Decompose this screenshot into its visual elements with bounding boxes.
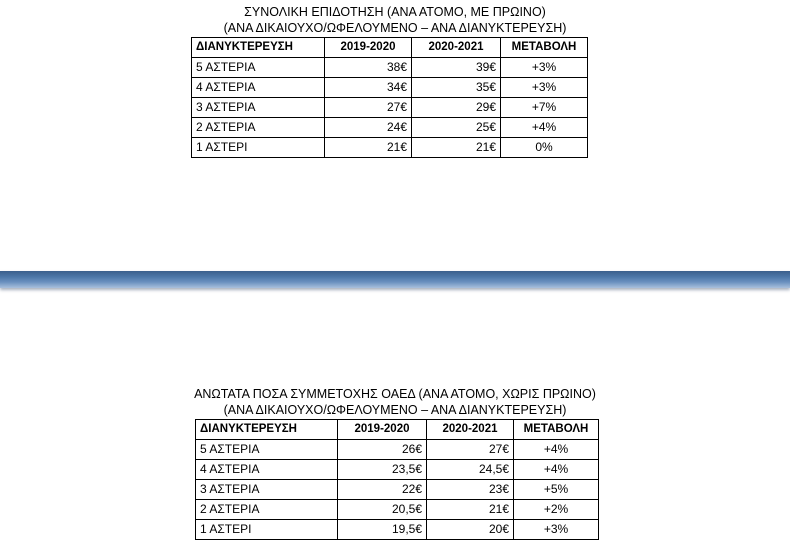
row-label: 5 ΑΣΤΕΡΙΑ <box>196 440 338 460</box>
value-2019-2020: 24€ <box>325 118 412 138</box>
table-header-row <box>196 420 599 440</box>
table-row <box>192 118 588 138</box>
subsidy-table-section <box>0 4 790 158</box>
section-divider-bar <box>0 271 790 288</box>
table-row <box>196 520 599 540</box>
oaed-contribution-table <box>195 419 599 540</box>
table-row <box>192 78 588 98</box>
value-change: +4% <box>514 460 599 480</box>
row-label: 2 ΑΣΤΕΡΙΑ <box>196 500 338 520</box>
value-change: +3% <box>501 78 588 98</box>
table-subtitle: (ΑΝΑ ΔΙΚΑΙΟΥΧΟ/ΩΦΕΛΟΥΜΕΝΟ – ΑΝΑ ΔΙΑΝΥΚΤΕΡΕΥΣΗ) <box>223 403 567 417</box>
table-row <box>196 500 599 520</box>
row-label: 1 ΑΣΤΕΡΙ <box>196 520 338 540</box>
value-change: +5% <box>514 480 599 500</box>
row-label: 4 ΑΣΤΕΡΙΑ <box>196 460 338 480</box>
value-2019-2020: 19,5€ <box>338 520 427 540</box>
value-2020-2021: 23€ <box>427 480 514 500</box>
table-header-row <box>192 38 588 58</box>
value-2019-2020: 34€ <box>325 78 412 98</box>
table-row <box>196 440 599 460</box>
column-header-2020-2021: 2020-2021 <box>412 38 501 58</box>
value-2019-2020: 27€ <box>325 98 412 118</box>
value-2020-2021: 29€ <box>412 98 501 118</box>
value-2019-2020: 26€ <box>338 440 427 460</box>
value-change: +7% <box>501 98 588 118</box>
column-header-change: ΜΕΤΑΒΟΛΗ <box>501 38 588 58</box>
oaed-table-section <box>0 386 790 540</box>
row-label: 2 ΑΣΤΕΡΙΑ <box>192 118 325 138</box>
column-header-overnight: ΔΙΑΝΥΚΤΕΡΕΥΣΗ <box>192 38 325 58</box>
value-2020-2021: 25€ <box>412 118 501 138</box>
row-label: 3 ΑΣΤΕΡΙΑ <box>196 480 338 500</box>
value-2019-2020: 20,5€ <box>338 500 427 520</box>
value-2020-2021: 39€ <box>412 58 501 78</box>
table-title: ΣΥΝΟΛΙΚΗ ΕΠΙΔΟΤΗΣΗ (ΑΝΑ ΑΤΟΜΟ, ΜΕ ΠΡΩΙΝΟ) <box>244 5 546 19</box>
table-row <box>196 480 599 500</box>
value-change: +4% <box>514 440 599 460</box>
value-2019-2020: 21€ <box>325 138 412 158</box>
value-change: +3% <box>514 520 599 540</box>
row-label: 4 ΑΣΤΕΡΙΑ <box>192 78 325 98</box>
column-header-2019-2020: 2019-2020 <box>325 38 412 58</box>
row-label: 1 ΑΣΤΕΡΙ <box>192 138 325 158</box>
column-header-change: ΜΕΤΑΒΟΛΗ <box>514 420 599 440</box>
value-2020-2021: 35€ <box>412 78 501 98</box>
column-header-2020-2021: 2020-2021 <box>427 420 514 440</box>
table-row <box>192 58 588 78</box>
value-2020-2021: 24,5€ <box>427 460 514 480</box>
table-row <box>192 138 588 158</box>
value-change: +3% <box>501 58 588 78</box>
value-2019-2020: 23,5€ <box>338 460 427 480</box>
value-2019-2020: 38€ <box>325 58 412 78</box>
table-title: ΑΝΩΤΑΤΑ ΠΟΣΑ ΣΥΜΜΕΤΟΧΗΣ ΟΑΕΔ (ΑΝΑ ΑΤΟΜΟ, ΧΩΡΙΣ ΠΡΩΙΝΟ) <box>194 387 596 401</box>
value-change: +4% <box>501 118 588 138</box>
value-change: 0% <box>501 138 588 158</box>
table-subtitle: (ΑΝΑ ΔΙΚΑΙΟΥΧΟ/ΩΦΕΛΟΥΜΕΝΟ – ΑΝΑ ΔΙΑΝΥΚΤΕΡΕΥΣΗ) <box>223 21 567 35</box>
column-header-2019-2020: 2019-2020 <box>338 420 427 440</box>
row-label: 5 ΑΣΤΕΡΙΑ <box>192 58 325 78</box>
column-header-overnight: ΔΙΑΝΥΚΤΕΡΕΥΣΗ <box>196 420 338 440</box>
value-2019-2020: 22€ <box>338 480 427 500</box>
value-2020-2021: 27€ <box>427 440 514 460</box>
value-2020-2021: 21€ <box>427 500 514 520</box>
subsidy-table <box>191 37 588 158</box>
value-2020-2021: 21€ <box>412 138 501 158</box>
table-row <box>196 460 599 480</box>
value-change: +2% <box>514 500 599 520</box>
value-2020-2021: 20€ <box>427 520 514 540</box>
table-row <box>192 98 588 118</box>
row-label: 3 ΑΣΤΕΡΙΑ <box>192 98 325 118</box>
